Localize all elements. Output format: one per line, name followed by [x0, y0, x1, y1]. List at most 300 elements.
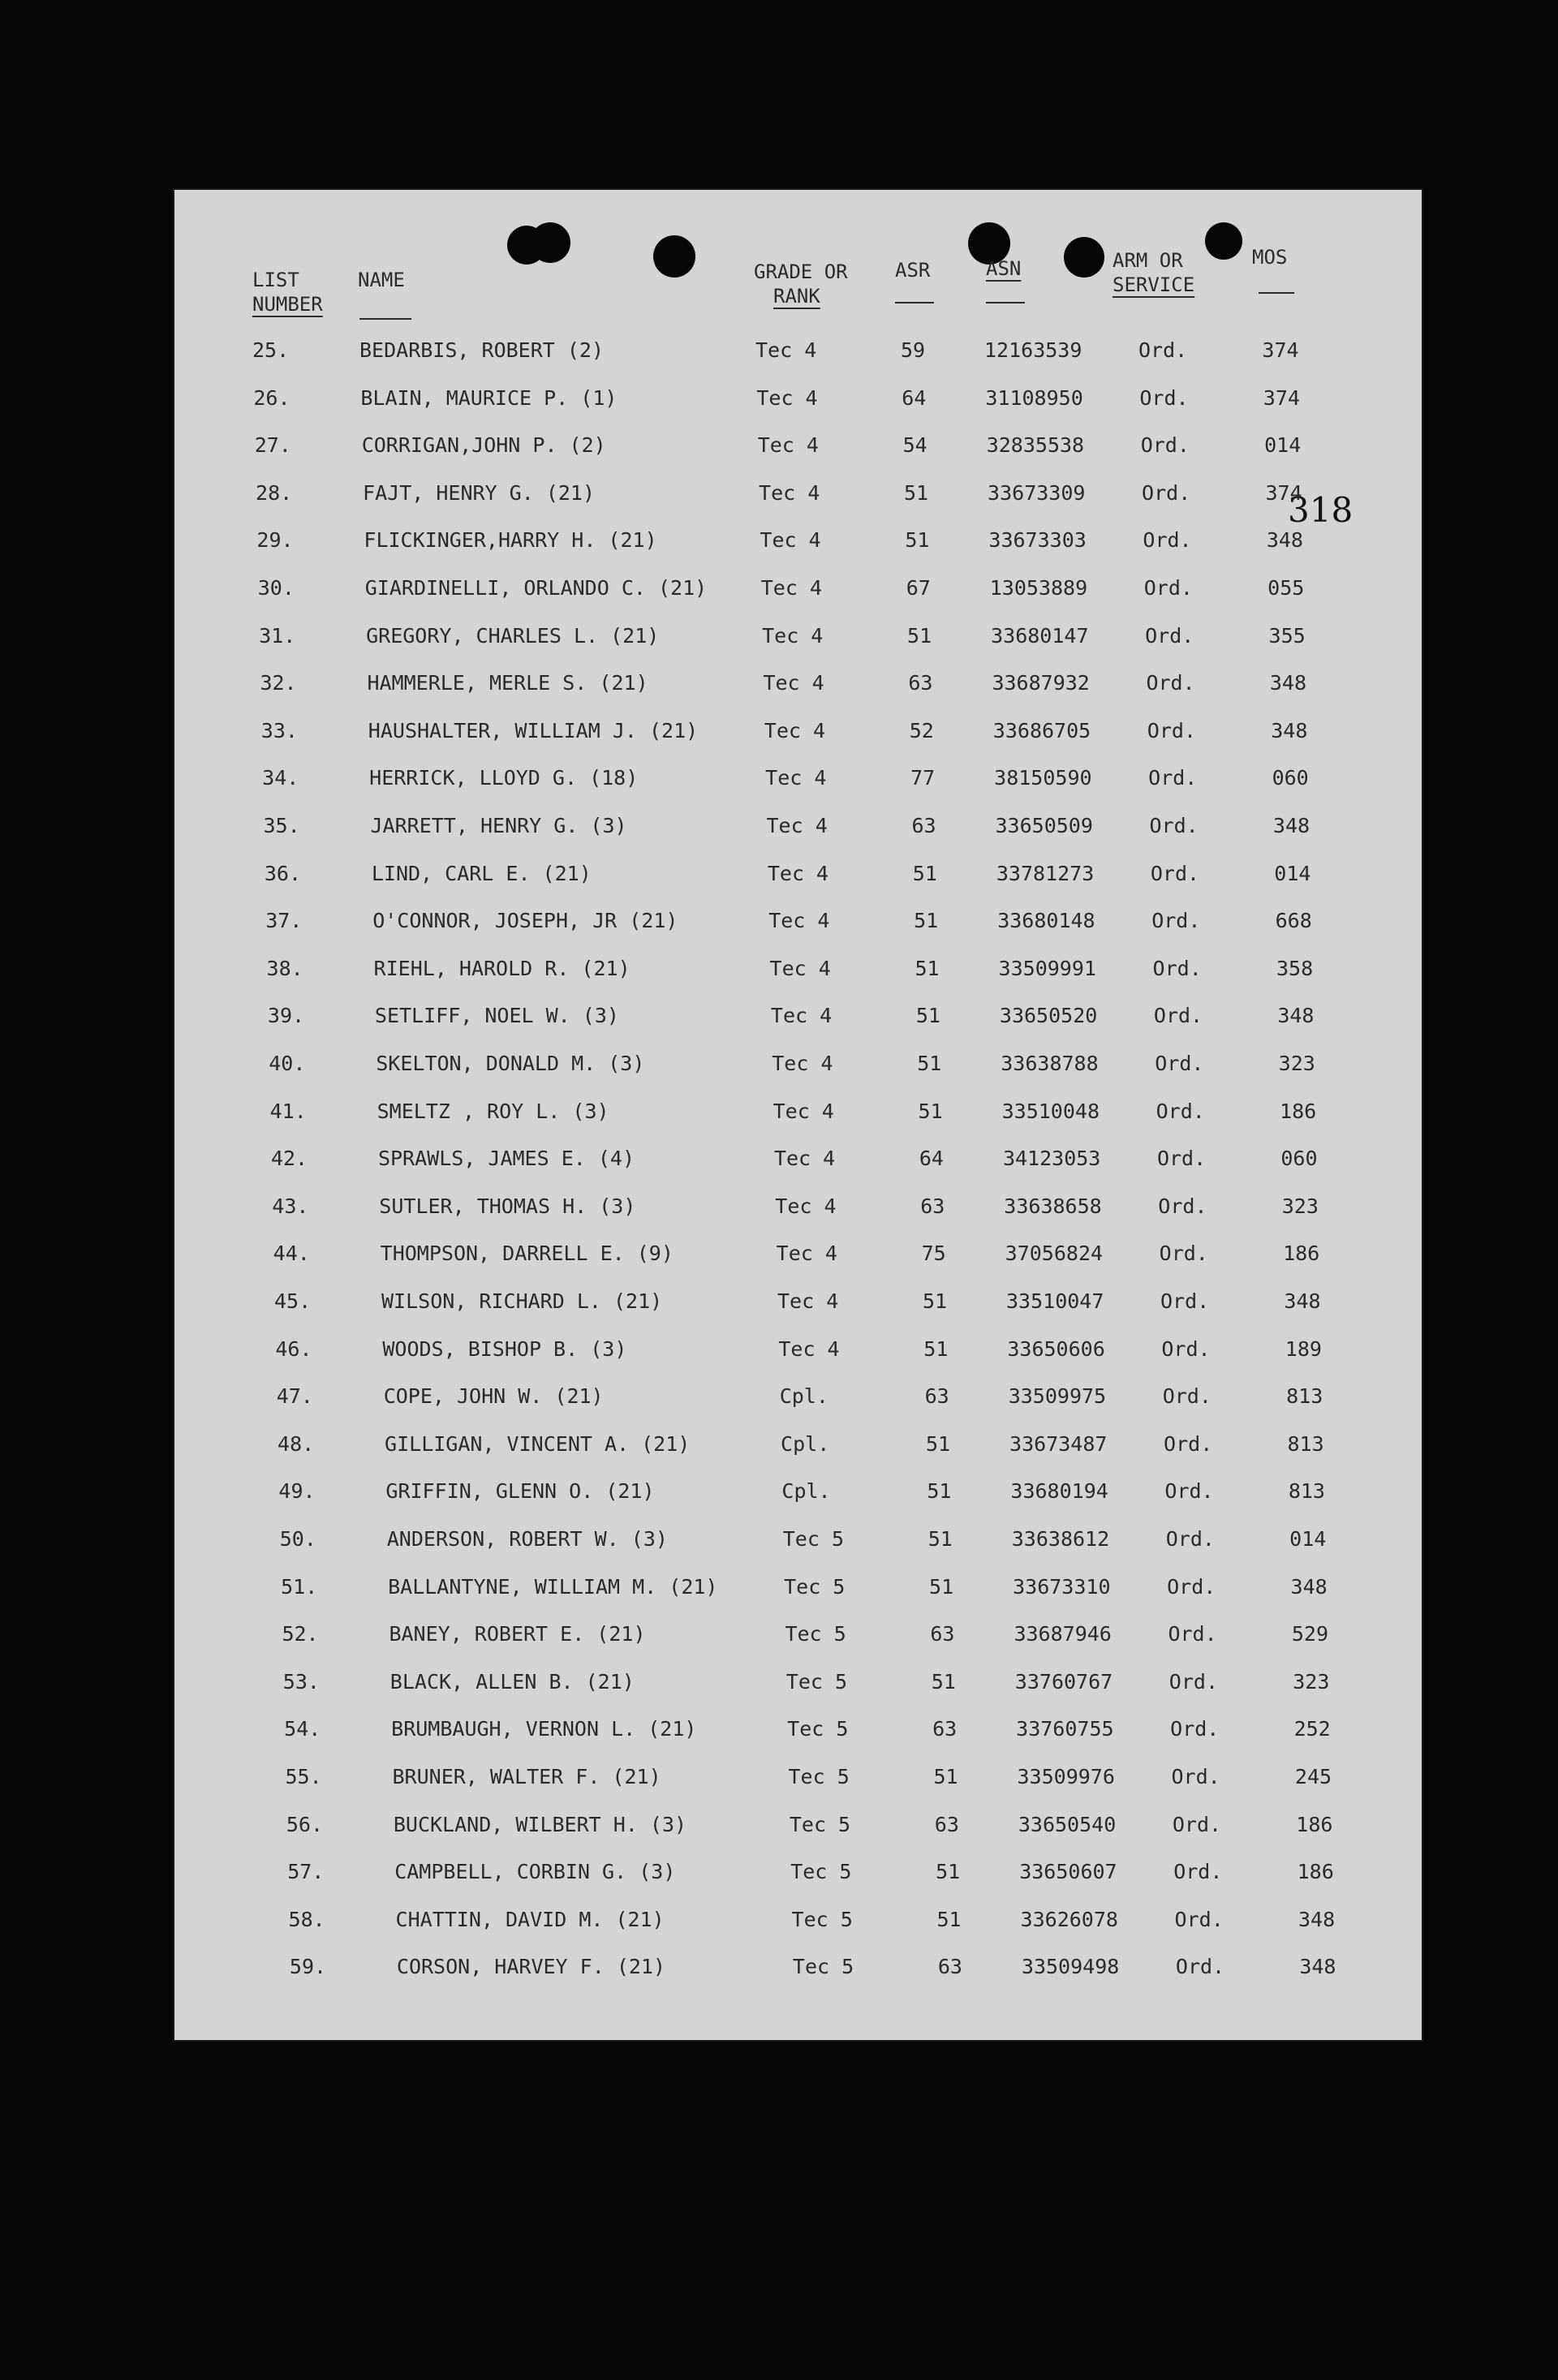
service-number: 33781273: [996, 861, 1095, 885]
grade-rank: Cpl.: [779, 1384, 828, 1409]
soldier-name: BALLANTYNE, WILLIAM M. (21): [388, 1574, 718, 1599]
soldier-name: CAMPBELL, CORBIN G. (3): [394, 1860, 676, 1884]
asr-score: 59: [900, 338, 926, 362]
soldier-name: CHATTIN, DAVID M. (21): [395, 1907, 665, 1931]
service-number: 12163539: [984, 338, 1082, 362]
asr-score: 51: [918, 1099, 943, 1123]
table-row: [174, 1571, 1422, 1603]
asr-score: 51: [915, 1004, 940, 1028]
grade-rank: Tec 4: [756, 385, 818, 410]
header-arm-label: ARM OR: [1113, 249, 1183, 272]
soldier-name: CORRIGAN,JOHN P. (2): [361, 433, 606, 458]
soldier-name: THOMPSON, DARRELL E. (9): [380, 1242, 674, 1266]
soldier-name: SKELTON, DONALD M. (3): [376, 1052, 645, 1075]
grade-rank: Tec 4: [769, 956, 831, 980]
soldier-name: HAMMERLE, MERLE S. (21): [367, 671, 648, 695]
asr-score: 51: [912, 861, 937, 885]
service-number: 32835538: [986, 433, 1085, 458]
table-row: [174, 1000, 1422, 1032]
header-mos-rule: [1259, 292, 1294, 294]
list-number: 51.: [281, 1574, 318, 1599]
service-number: 33650520: [999, 1004, 1098, 1028]
asr-score: 51: [936, 1860, 961, 1884]
asr-score: 51: [907, 623, 932, 648]
asr-score: 51: [914, 909, 939, 933]
arm-service: Ord.: [1158, 1194, 1207, 1218]
mos-code: 014: [1264, 433, 1302, 458]
table-row: [174, 810, 1422, 842]
arm-service: Ord.: [1175, 1955, 1225, 1979]
arm-service: Ord.: [1138, 338, 1188, 362]
asr-score: 63: [937, 1955, 962, 1979]
soldier-name: HERRICK, LLOYD G. (18): [369, 766, 639, 790]
service-number: 33687932: [992, 671, 1090, 695]
table-row: [174, 620, 1422, 652]
table-row: [174, 1904, 1422, 1936]
header-name-rule: [359, 318, 411, 320]
grade-rank: Tec 4: [773, 1099, 834, 1123]
grade-rank: Tec 4: [768, 909, 830, 933]
table-row: [174, 1333, 1422, 1366]
service-number: 33509498: [1021, 1955, 1120, 1979]
asr-score: 63: [924, 1384, 949, 1409]
list-number: 44.: [273, 1242, 310, 1266]
soldier-name: GREGORY, CHARLES L. (21): [366, 623, 660, 648]
table-row: [174, 667, 1422, 699]
soldier-name: BLACK, ALLEN B. (21): [390, 1669, 635, 1694]
header-number-label: NUMBER: [252, 293, 323, 316]
mos-code: 348: [1299, 1955, 1336, 1979]
mos-code: 186: [1297, 1860, 1334, 1884]
grade-rank: Tec 4: [762, 623, 824, 648]
mos-code: 668: [1275, 909, 1312, 933]
arm-service: Ord.: [1145, 623, 1194, 648]
mos-code: 252: [1293, 1717, 1331, 1741]
table-row: [174, 1285, 1422, 1318]
service-number: 33673487: [1009, 1431, 1108, 1456]
asr-score: 51: [925, 1431, 951, 1456]
soldier-name: WILSON, RICHARD L. (21): [381, 1289, 663, 1313]
asr-score: 63: [908, 671, 933, 695]
arm-service: Ord.: [1152, 956, 1202, 980]
table-row: [174, 429, 1422, 462]
mos-code: 374: [1262, 338, 1299, 362]
punch-hole: [530, 222, 570, 263]
service-number: 13053889: [989, 576, 1088, 600]
grade-rank: Cpl.: [781, 1479, 831, 1504]
arm-service: Ord.: [1174, 1907, 1224, 1931]
asr-score: 52: [909, 718, 934, 742]
arm-service: Ord.: [1164, 1431, 1213, 1456]
asr-score: 67: [906, 576, 931, 600]
service-number: 33638788: [1001, 1052, 1099, 1075]
list-number: 25.: [252, 338, 290, 362]
grade-rank: Tec 4: [760, 576, 823, 600]
grade-rank: Tec 4: [770, 1004, 833, 1028]
arm-service: Ord.: [1143, 576, 1193, 600]
soldier-name: CORSON, HARVEY F. (21): [396, 1955, 666, 1979]
soldier-name: HAUSHALTER, WILLIAM J. (21): [368, 718, 699, 742]
grade-rank: Tec 4: [778, 1336, 840, 1361]
service-number: 34123053: [1002, 1147, 1101, 1171]
grade-rank: Tec 4: [772, 1052, 833, 1075]
asr-score: 51: [931, 1669, 956, 1694]
asr-score: 54: [902, 433, 927, 458]
asr-score: 51: [927, 1479, 952, 1504]
list-number: 35.: [263, 814, 300, 837]
header-grade: [754, 260, 848, 308]
asr-score: 51: [927, 1527, 953, 1551]
mos-code: 014: [1289, 1527, 1327, 1551]
mos-code: 014: [1274, 861, 1311, 885]
mos-code: 529: [1291, 1622, 1329, 1646]
arm-service: Ord.: [1151, 909, 1201, 933]
grade-rank: Tec 5: [787, 1717, 849, 1741]
table-row: [174, 858, 1422, 890]
mos-code: 323: [1278, 1052, 1315, 1075]
list-number: 58.: [288, 1907, 325, 1931]
soldier-name: GRIFFIN, GLENN O. (21): [385, 1479, 655, 1504]
grade-rank: Tec 5: [784, 1574, 846, 1599]
mos-code: 323: [1281, 1194, 1319, 1218]
asr-score: 64: [902, 385, 927, 410]
list-number: 29.: [256, 528, 294, 553]
soldier-name: COPE, JOHN W. (21): [383, 1384, 604, 1409]
list-number: 56.: [286, 1812, 323, 1836]
mos-code: 189: [1285, 1336, 1322, 1361]
list-number: 32.: [260, 671, 297, 695]
grade-rank: Tec 5: [785, 1669, 848, 1694]
mos-code: 374: [1265, 480, 1302, 505]
list-number: 38.: [266, 956, 303, 980]
service-number: 33650606: [1007, 1336, 1105, 1361]
soldier-name: BRUMBAUGH, VERNON L. (21): [391, 1717, 697, 1741]
list-number: 42.: [270, 1147, 308, 1171]
table-row: [174, 1713, 1422, 1745]
service-number: 33760767: [1014, 1669, 1113, 1694]
grade-rank: Tec 5: [785, 1622, 846, 1646]
table-row: [174, 1095, 1422, 1128]
header-list-label: LIST: [252, 269, 299, 291]
document-page: [174, 190, 1422, 2040]
list-number: 55.: [285, 1765, 322, 1788]
mos-code: 245: [1294, 1765, 1332, 1788]
list-number: 49.: [278, 1479, 316, 1504]
soldier-name: GILLIGAN, VINCENT A. (21): [385, 1431, 691, 1456]
service-number: 33680147: [991, 623, 1089, 648]
table-row: [174, 1143, 1422, 1175]
asr-score: 77: [910, 766, 936, 790]
grade-rank: Tec 4: [767, 861, 829, 885]
arm-service: Ord.: [1160, 1289, 1210, 1313]
grade-rank: Tec 4: [757, 433, 819, 458]
arm-service: Ord.: [1173, 1860, 1223, 1884]
arm-service: Ord.: [1139, 385, 1189, 410]
grade-rank: Tec 4: [765, 766, 827, 790]
soldier-name: BANEY, ROBERT E. (21): [389, 1622, 646, 1646]
service-number: 38150590: [994, 766, 1092, 790]
list-number: 53.: [282, 1669, 320, 1694]
mos-code: 348: [1298, 1907, 1336, 1931]
soldier-name: BUCKLAND, WILBERT H. (3): [393, 1812, 687, 1836]
asr-score: 63: [930, 1622, 955, 1646]
asr-score: 51: [933, 1765, 958, 1788]
header-list-number: [252, 268, 323, 316]
arm-service: Ord.: [1170, 1717, 1220, 1741]
table-row: [174, 382, 1422, 415]
table-row: [174, 1380, 1422, 1413]
list-number: 33.: [260, 718, 298, 742]
soldier-name: SETLIFF, NOEL W. (3): [374, 1004, 619, 1028]
service-number: 33760755: [1016, 1717, 1114, 1741]
table-row: [174, 1809, 1422, 1841]
grade-rank: Tec 4: [760, 528, 821, 553]
mos-code: 060: [1272, 766, 1309, 790]
service-number: 33638658: [1004, 1194, 1102, 1218]
mos-code: 348: [1290, 1574, 1328, 1599]
grade-rank: Cpl.: [781, 1431, 830, 1456]
list-number: 45.: [274, 1289, 312, 1313]
service-number: 33650607: [1019, 1860, 1117, 1884]
service-number: 33687946: [1014, 1622, 1112, 1646]
arm-service: Ord.: [1161, 1336, 1211, 1361]
table-row: [174, 1761, 1422, 1793]
arm-service: Ord.: [1142, 480, 1191, 505]
grade-rank: Tec 4: [759, 480, 820, 505]
service-number: 33509991: [998, 956, 1096, 980]
asr-score: 51: [922, 1289, 948, 1313]
asr-score: 75: [921, 1242, 946, 1266]
mos-code: 355: [1268, 623, 1306, 648]
header-arm: [1113, 248, 1194, 297]
service-number: 33650540: [1018, 1812, 1117, 1836]
grade-rank: Tec 4: [777, 1289, 839, 1313]
arm-service: Ord.: [1148, 766, 1198, 790]
asr-score: 51: [936, 1907, 962, 1931]
header-mos: MOS: [1252, 246, 1288, 269]
arm-service: Ord.: [1156, 1099, 1205, 1123]
punch-hole: [1064, 237, 1104, 278]
arm-service: Ord.: [1172, 1812, 1222, 1836]
mos-code: 186: [1280, 1099, 1317, 1123]
service-number: 33509976: [1017, 1765, 1115, 1788]
arm-service: Ord.: [1168, 1669, 1219, 1694]
arm-service: Ord.: [1165, 1527, 1215, 1551]
grade-rank: Tec 5: [788, 1765, 850, 1788]
header-rank-label: RANK: [773, 285, 820, 308]
arm-service: Ord.: [1140, 433, 1190, 458]
mos-code: 060: [1280, 1147, 1318, 1171]
mos-code: 348: [1271, 718, 1308, 742]
table-row: [174, 1190, 1422, 1223]
list-number: 40.: [269, 1052, 306, 1075]
mos-code: 348: [1269, 671, 1307, 695]
mos-code: 348: [1284, 1289, 1321, 1313]
table-row: [174, 524, 1422, 557]
list-number: 41.: [269, 1099, 307, 1123]
table-row: [174, 572, 1422, 605]
service-number: 33673309: [988, 480, 1086, 505]
table-row: [174, 334, 1422, 367]
mos-code: 348: [1266, 528, 1303, 553]
list-number: 52.: [282, 1622, 319, 1646]
service-number: 33686705: [992, 718, 1091, 742]
arm-service: Ord.: [1162, 1384, 1212, 1409]
asr-score: 51: [929, 1574, 954, 1599]
arm-service: Ord.: [1156, 1147, 1207, 1171]
list-number: 26.: [253, 385, 291, 410]
mos-code: 813: [1288, 1479, 1325, 1504]
grade-rank: Tec 4: [775, 1194, 837, 1218]
arm-service: Ord.: [1150, 861, 1200, 885]
arm-service: Ord.: [1171, 1765, 1220, 1788]
arm-service: Ord.: [1143, 528, 1192, 553]
table-row: [174, 1237, 1422, 1270]
grade-rank: Tec 5: [789, 1812, 851, 1836]
arm-service: Ord.: [1155, 1052, 1204, 1075]
table-row: [174, 1523, 1422, 1556]
list-number: 48.: [278, 1431, 315, 1456]
asr-score: 51: [917, 1052, 942, 1075]
header-asn: ASN: [986, 257, 1022, 280]
grade-rank: Tec 4: [773, 1147, 836, 1171]
table-row: [174, 762, 1422, 794]
list-number: 39.: [267, 1004, 305, 1028]
table-row: [174, 1618, 1422, 1651]
grade-rank: Tec 4: [776, 1242, 837, 1266]
list-number: 43.: [272, 1194, 309, 1218]
grade-rank: Tec 5: [782, 1527, 845, 1551]
grade-rank: Tec 4: [764, 718, 826, 742]
header-asr: ASR: [895, 259, 931, 282]
list-number: 31.: [259, 623, 296, 648]
header-service-label: SERVICE: [1113, 273, 1195, 296]
header-grade-label: GRADE OR: [754, 260, 848, 283]
arm-service: Ord.: [1147, 718, 1197, 742]
service-number: 33673303: [988, 528, 1087, 553]
asr-score: 51: [905, 528, 930, 553]
service-number: 33680148: [997, 909, 1095, 933]
soldier-name: FLICKINGER,HARRY H. (21): [364, 528, 657, 553]
punch-hole: [1205, 222, 1242, 260]
asr-score: 63: [911, 814, 936, 837]
list-number: 28.: [256, 480, 293, 505]
soldier-name: JARRETT, HENRY G. (3): [370, 814, 627, 837]
grade-rank: Tec 4: [763, 671, 824, 695]
grade-rank: Tec 4: [766, 814, 828, 837]
grade-rank: Tec 4: [755, 338, 817, 362]
table-row: [174, 1048, 1422, 1080]
arm-service: Ord.: [1168, 1622, 1217, 1646]
service-number: 33510047: [1006, 1289, 1104, 1313]
grade-rank: Tec 5: [790, 1860, 852, 1884]
list-number: 57.: [287, 1860, 325, 1884]
table-row: [174, 1475, 1422, 1508]
table-row: [174, 715, 1422, 747]
asr-score: 51: [903, 480, 929, 505]
list-number: 54.: [284, 1717, 321, 1741]
soldier-name: O'CONNOR, JOSEPH, JR (21): [372, 909, 678, 933]
soldier-name: BRUNER, WALTER F. (21): [392, 1765, 661, 1788]
service-number: 37056824: [1005, 1242, 1104, 1266]
table-row: [174, 953, 1422, 985]
soldier-name: BLAIN, MAURICE P. (1): [360, 385, 618, 410]
list-number: 46.: [275, 1336, 312, 1361]
asr-score: 64: [919, 1147, 944, 1171]
table-row: [174, 1428, 1422, 1461]
service-number: 33673310: [1013, 1574, 1111, 1599]
soldier-name: FAJT, HENRY G. (21): [363, 480, 596, 505]
table-row: [174, 477, 1422, 510]
arm-service: Ord.: [1159, 1242, 1208, 1266]
table-row: [174, 1856, 1422, 1888]
table-row: [174, 1666, 1422, 1698]
arm-service: Ord.: [1153, 1004, 1203, 1028]
soldier-name: SMELTZ , ROY L. (3): [377, 1099, 609, 1123]
header-asr-rule: [895, 302, 934, 303]
table-row: [174, 905, 1422, 937]
service-number: 31108950: [985, 385, 1083, 410]
header-asn-rule: [986, 302, 1025, 303]
mos-code: 358: [1276, 956, 1314, 980]
list-number: 34.: [262, 766, 299, 790]
soldier-name: WOODS, BISHOP B. (3): [382, 1336, 627, 1361]
list-number: 47.: [276, 1384, 313, 1409]
service-number: 33650509: [995, 814, 1093, 837]
service-number: 33509975: [1008, 1384, 1107, 1409]
service-number: 33638612: [1011, 1527, 1110, 1551]
service-number: 33626078: [1020, 1907, 1118, 1931]
arm-service: Ord.: [1164, 1479, 1214, 1504]
mos-code: 374: [1263, 385, 1300, 410]
soldier-name: SUTLER, THOMAS H. (3): [379, 1194, 636, 1218]
soldier-name: RIEHL, HAROLD R. (21): [373, 956, 631, 980]
mos-code: 348: [1277, 1004, 1315, 1028]
page-stamp: 318: [1288, 490, 1354, 530]
list-number: 37.: [265, 909, 303, 933]
asr-score: 51: [923, 1336, 949, 1361]
mos-code: 055: [1267, 576, 1305, 600]
soldier-name: BEDARBIS, ROBERT (2): [359, 338, 605, 362]
header-name: NAME: [358, 269, 405, 291]
soldier-name: ANDERSON, ROBERT W. (3): [386, 1527, 668, 1551]
soldier-name: GIARDINELLI, ORLANDO C. (21): [364, 576, 708, 600]
asr-score: 63: [932, 1717, 958, 1741]
grade-rank: Tec 5: [791, 1907, 853, 1931]
mos-code: 186: [1296, 1812, 1333, 1836]
asr-score: 51: [915, 956, 940, 980]
service-number: 33680194: [1010, 1479, 1108, 1504]
arm-service: Ord.: [1149, 814, 1199, 837]
mos-code: 323: [1293, 1669, 1330, 1694]
list-number: 36.: [264, 861, 301, 885]
table-row: [174, 1951, 1422, 1983]
soldier-name: LIND, CARL E. (21): [371, 861, 592, 885]
arm-service: Ord.: [1146, 671, 1195, 695]
mos-code: 813: [1287, 1431, 1324, 1456]
list-number: 27.: [254, 433, 291, 458]
service-number: 33510048: [1001, 1099, 1100, 1123]
punch-hole: [653, 235, 695, 278]
asr-score: 63: [920, 1194, 945, 1218]
mos-code: 186: [1283, 1242, 1320, 1266]
list-number: 59.: [289, 1955, 327, 1979]
grade-rank: Tec 5: [792, 1955, 854, 1979]
soldier-name: SPRAWLS, JAMES E. (4): [377, 1147, 635, 1171]
mos-code: 813: [1286, 1384, 1323, 1409]
list-number: 50.: [279, 1527, 316, 1551]
asr-score: 63: [934, 1812, 959, 1836]
